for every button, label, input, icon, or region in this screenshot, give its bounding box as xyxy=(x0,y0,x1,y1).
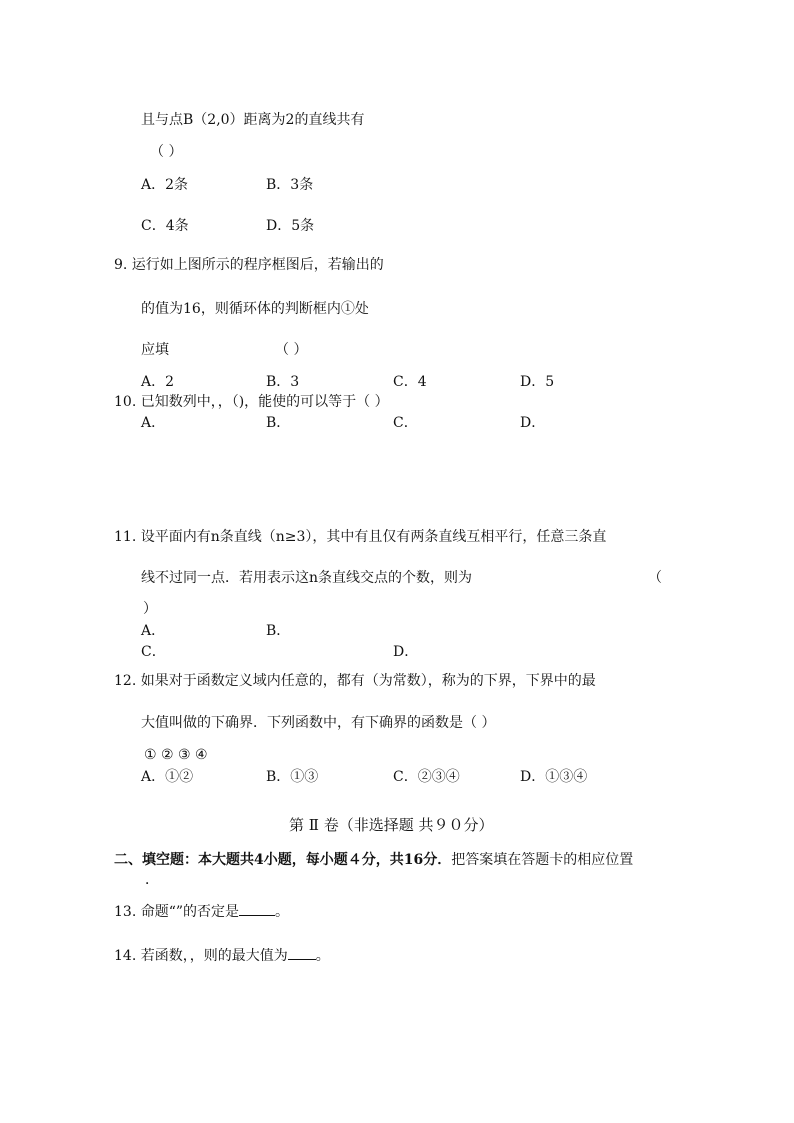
section-heading-dot: ． xyxy=(145,872,159,888)
q11-option-c: C． xyxy=(141,644,166,660)
q14-text: 14. 若函数，，则的最大值为 xyxy=(114,948,288,964)
q12-option-c: C．②③④ xyxy=(393,769,460,785)
q11-stem-line2: 线不过同一点．若用表示这n条直线交点的个数，则为 xyxy=(141,570,473,586)
q8-option-c: C．4条 xyxy=(141,218,189,234)
section-heading xyxy=(114,851,633,869)
q9-stem-line3: 应填 xyxy=(141,342,169,358)
q10-option-b: B． xyxy=(266,415,291,431)
q9-option-d: D．5 xyxy=(520,374,555,390)
section-heading-bold: 本大题共4小题，每小题４分，共16分． xyxy=(198,852,452,868)
q8-answer-paren: （ ） xyxy=(150,144,183,160)
q11-option-a: A． xyxy=(141,623,166,639)
q12-option-b: B．①③ xyxy=(266,769,319,785)
q10-option-d: D． xyxy=(520,415,546,431)
q12-stem-line2: 大值叫做的下确界．下列函数中，有下确界的函数是（ ） xyxy=(141,715,496,731)
q8-option-b: B．3条 xyxy=(266,177,314,193)
q11-option-d: D． xyxy=(393,644,419,660)
q11-paren-close: ） xyxy=(143,601,157,617)
q11-option-b: B． xyxy=(266,623,291,639)
q12-option-d: D．①③④ xyxy=(520,769,588,785)
q8-stem: 且与点B（2,0）距离为2的直线共有 xyxy=(141,112,365,128)
q13-end: 。 xyxy=(275,904,290,920)
q9-stem-line2: 的值为16，则循环体的判断框内①处 xyxy=(141,301,369,317)
q14-stem xyxy=(114,945,330,965)
q14-answer-blank xyxy=(288,945,316,960)
q10-stem: 10. 已知数列中，，（)，能使的可以等于（ ） xyxy=(114,394,389,410)
q12-items: ① ② ③ ④ xyxy=(144,747,208,763)
q13-text: 13. 命题“”的否定是 xyxy=(114,904,240,920)
q8-option-d: D．5条 xyxy=(266,218,315,234)
q9-stem-line1: 9. 运行如上图所示的程序框图后，若输出的 xyxy=(114,257,384,273)
q11-paren-open: （ xyxy=(648,570,662,586)
q10-option-c: C． xyxy=(393,415,418,431)
q12-stem-line1: 12. 如果对于函数定义域内任意的，都有（为常数），称为的下界，下界中的最 xyxy=(114,673,596,689)
q13-stem xyxy=(114,901,289,921)
q9-option-b: B．3 xyxy=(266,374,300,390)
q9-answer-paren: （ ） xyxy=(275,342,308,358)
q10-option-a: A． xyxy=(141,415,166,431)
q12-option-a: A．①② xyxy=(141,769,194,785)
q14-end: 。 xyxy=(315,948,330,964)
section-heading-rest: 把答案填在答题卡的相应位置 xyxy=(451,852,634,868)
section-heading-label: 二、填空题： xyxy=(114,852,198,868)
section-title: 第 Ⅱ 卷（非选择题 共９０分） xyxy=(289,816,494,834)
q8-option-a: A．2条 xyxy=(141,177,189,193)
q9-option-a: A．2 xyxy=(141,374,175,390)
q11-stem-line1: 11. 设平面内有n条直线（n≥3），其中有且仅有两条直线互相平行，任意三条直 xyxy=(114,529,607,545)
q13-answer-blank xyxy=(239,901,275,916)
q9-option-c: C．4 xyxy=(393,374,427,390)
